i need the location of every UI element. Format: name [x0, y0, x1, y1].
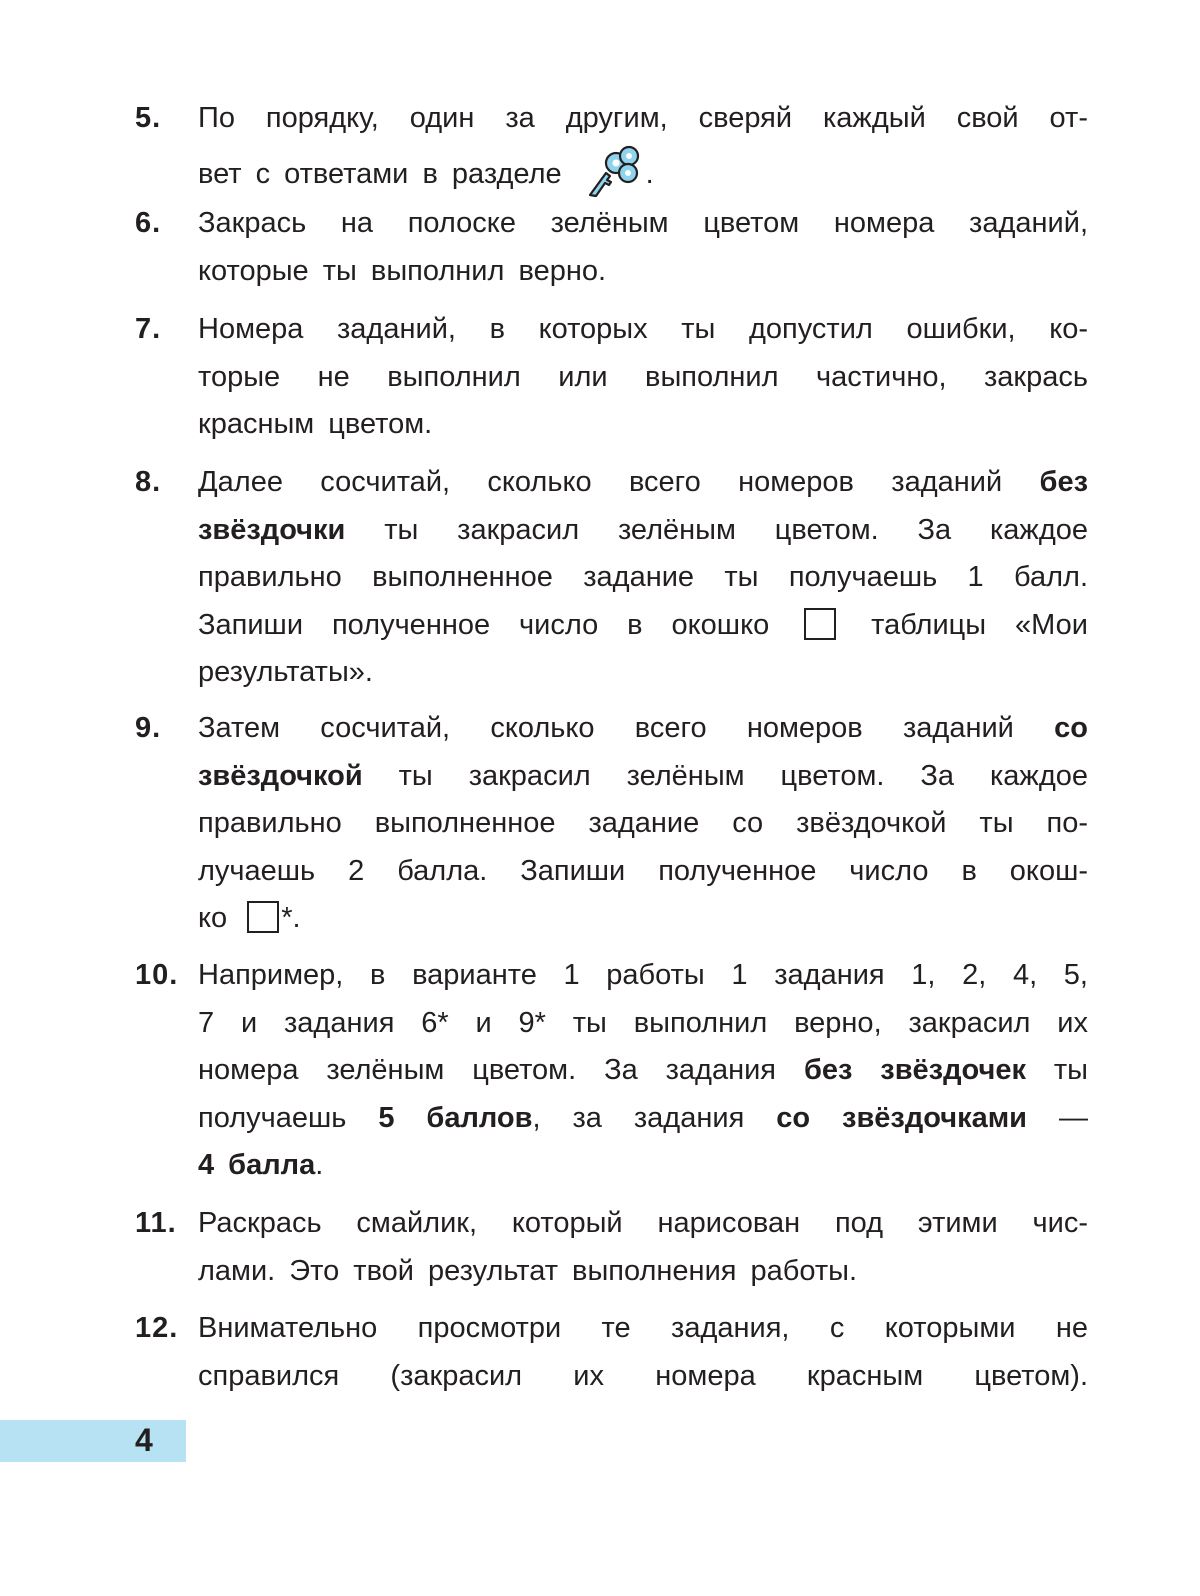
instruction-item-9	[135, 705, 1088, 943]
item-text: Запиши полученное число в окошко	[198, 608, 770, 641]
key-icon	[576, 143, 646, 203]
item-text: Далее сосчитай, сколько всего номеров заданий	[198, 466, 1003, 498]
item-text-line: красным цветом.	[198, 408, 433, 440]
item-text: Затем сосчитай, сколько всего номеров заданий	[198, 712, 1014, 744]
item-bold-text: звёздочкой	[198, 759, 363, 792]
item-text-line: торые не выполнил или выполнил частично, закрась	[198, 360, 1088, 393]
instruction-item-12	[135, 1305, 1088, 1400]
item-text: ты закрасил зелёным цветом. За каждое	[384, 513, 1088, 546]
item-text-line: Например, в варианте 1 работы 1 задания 1, 2, 4, 5,	[198, 959, 1088, 991]
item-bold-text: со	[1054, 712, 1089, 744]
item-text-line: Номера заданий, в которых ты допустил ошибки, ко-	[198, 313, 1088, 345]
item-text: таблицы «Мои	[871, 608, 1088, 641]
item-text: *.	[281, 902, 301, 934]
item-bold-text: звёздочки	[198, 513, 346, 546]
item-text: ты	[1053, 1054, 1089, 1086]
item-text-line: лучаешь 2 балла. Запиши полученное число в окош-	[198, 854, 1088, 887]
item-text-line: Внимательно просмотри те задания, с которыми не	[198, 1312, 1088, 1344]
item-text: —	[1058, 1101, 1088, 1134]
item-number: 11.	[135, 1207, 177, 1239]
item-text: получаешь	[198, 1101, 347, 1134]
item-text-end: .	[645, 157, 654, 190]
item-text-line: которые ты выполнил верно.	[198, 254, 607, 287]
instruction-item-7	[135, 306, 1088, 449]
page-number: 4	[135, 1422, 153, 1458]
item-number: 6.	[135, 207, 162, 239]
instruction-item-5	[135, 95, 1088, 203]
item-text-line: справился (закрасил их номера красным цветом).	[198, 1359, 1088, 1392]
instruction-item-6	[135, 200, 1088, 295]
item-text: ко	[198, 902, 228, 934]
item-bold-text: со звёздочками	[776, 1101, 1028, 1134]
item-text-line: лами. Это твой результат выполнения работы.	[198, 1254, 858, 1287]
item-text-line: правильно выполненное задание ты получаешь 1 балл.	[198, 561, 1088, 593]
item-text-line: Раскрась смайлик, который нарисован под этими чис-	[198, 1207, 1088, 1239]
item-number: 5.	[135, 102, 162, 134]
item-number: 8.	[135, 466, 162, 498]
item-bold-text: 5 баллов	[378, 1101, 533, 1134]
item-number: 9.	[135, 712, 162, 744]
item-text: ты закрасил зелёным цветом. За каждое	[398, 759, 1088, 792]
item-number: 12.	[135, 1312, 179, 1344]
item-text-line: По порядку, один за другим, сверяй каждый свой от-	[198, 102, 1088, 134]
instruction-item-10	[135, 952, 1088, 1190]
item-text: номера зелёным цветом. За задания	[198, 1054, 777, 1086]
item-text: , за задания	[532, 1101, 745, 1134]
item-text: .	[315, 1149, 324, 1181]
item-text-line: 7 и задания 6* и 9* ты выполнил верно, закрасил их	[198, 1006, 1088, 1039]
instruction-item-11	[135, 1200, 1088, 1295]
item-bold-text: без	[1039, 466, 1088, 498]
instruction-item-8	[135, 459, 1088, 697]
answer-box-star	[247, 901, 279, 933]
page-number-tab	[0, 1420, 186, 1462]
item-text-line: результаты».	[198, 656, 373, 688]
item-number: 7.	[135, 313, 162, 345]
item-bold-text: 4 балла	[198, 1149, 316, 1181]
item-text-line: Закрась на полоске зелёным цветом номера заданий,	[198, 207, 1088, 239]
item-text-line: правильно выполненное задание со звёздочкой ты по-	[198, 807, 1088, 839]
item-number: 10.	[135, 959, 179, 991]
answer-box	[804, 608, 836, 640]
item-bold-text: без звёздочек	[803, 1054, 1026, 1086]
item-text-line: вет с ответами в разделе	[198, 157, 562, 190]
